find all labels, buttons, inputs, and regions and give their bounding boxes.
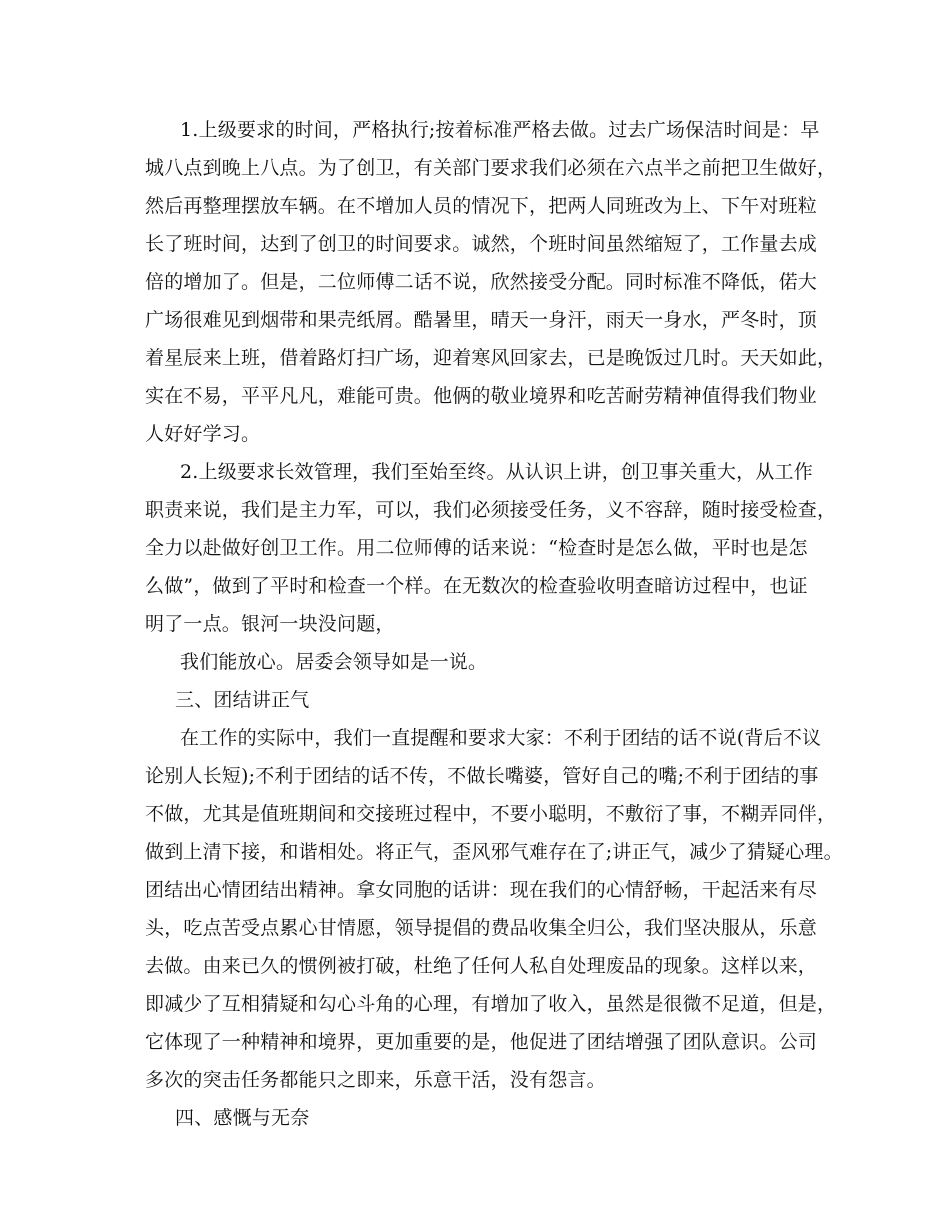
- paragraph-line: 它体现了一种精神和境界，更加重要的是，他促进了团结增强了团队意识。公司: [145, 1031, 818, 1053]
- paragraph-line: 倍的增加了。但是，二位师傅二话不说，欣然接受分配。同时标准不降低，偌大: [145, 271, 818, 293]
- paragraph-line: 做到上清下接，和谐相处。将正气，歪风邪气难存在了;讲正气，减少了猜疑心理。: [145, 841, 843, 863]
- paragraph-line: 长了班时间，达到了创卫的时间要求。诚然，个班时间虽然缩短了，工作量去成: [145, 233, 818, 255]
- paragraph-line: 多次的突击任务都能只之即来，乐意干活，没有怨言。: [145, 1069, 606, 1091]
- paragraph-line: 明了一点。银河一块没问题，: [145, 613, 395, 635]
- section-heading: 四、感慨与无奈: [175, 1107, 310, 1129]
- section-heading: 三、团结讲正气: [175, 689, 310, 711]
- paragraph-line: 实在不易，平平凡凡，难能可贵。他俩的敬业境界和吃苦耐劳精神值得我们物业: [145, 385, 818, 407]
- paragraph-line: 城八点到晚上八点。为了创卫，有关部门要求我们必须在六点半之前把卫生做好，: [145, 157, 837, 179]
- paragraph-line: 不做，尤其是值班期间和交接班过程中，不要小聪明，不敷衍了事，不糊弄同伴，: [145, 803, 837, 825]
- paragraph-line: 然后再整理摆放车辆。在不增加人员的情况下，把两人同班改为上、下午对班粒: [145, 195, 818, 217]
- paragraph-line: 头，吃点苦受点累心甘情愿，领导提倡的费品收集全归公，我们坚决服从，乐意: [145, 917, 818, 939]
- paragraph-line: 在工作的实际中，我们一直提醒和要求大家：不利于团结的话不说(背后不议: [180, 727, 822, 749]
- paragraph-line: 么做”，做到了平时和检查一个样。在无数次的检查验收明查暗访过程中，也证: [145, 575, 808, 597]
- paragraph-line: 即减少了互相猜疑和勾心斗角的心理，有增加了收入，虽然是很微不足道，但是，: [145, 993, 837, 1015]
- paragraph-line: 1.上级要求的时间，严格执行;按着标准严格去做。过去广场保洁时间是：早: [180, 119, 820, 141]
- paragraph-line: 团结出心情团结出精神。拿女同胞的话讲：现在我们的心情舒畅，干起活来有尽: [145, 879, 818, 901]
- paragraph-line: 去做。由来已久的惯例被打破，杜绝了任何人私自处理废品的现象。这样以来，: [145, 955, 818, 977]
- paragraph-line: 全力以赴做好创卫工作。用二位师傅的话来说：“检查时是怎么做，平时也是怎: [145, 537, 808, 559]
- paragraph-line: 着星辰来上班，借着路灯扫广场，迎着寒风回家去，已是晚饭过几时。天天如此，: [145, 347, 837, 369]
- paragraph-line: 职责来说，我们是主力军，可以，我们必须接受任务，义不容辞，随时接受检查，: [145, 499, 837, 521]
- paragraph-line: 人好好学习。: [145, 423, 261, 445]
- paragraph-line: 论别人长短);不利于团结的话不传，不做长嘴婆，管好自己的嘴;不利于团结的事: [145, 765, 819, 787]
- paragraph-line: 2.上级要求长效管理，我们至始至终。从认识上讲，创卫事关重大，从工作: [180, 461, 813, 483]
- paragraph-line: 广场很难见到烟带和果壳纸屑。酷暑里，晴天一身汗，雨天一身水，严冬时，顶: [145, 309, 818, 331]
- paragraph-line: 我们能放心。居委会领导如是一说。: [180, 651, 488, 673]
